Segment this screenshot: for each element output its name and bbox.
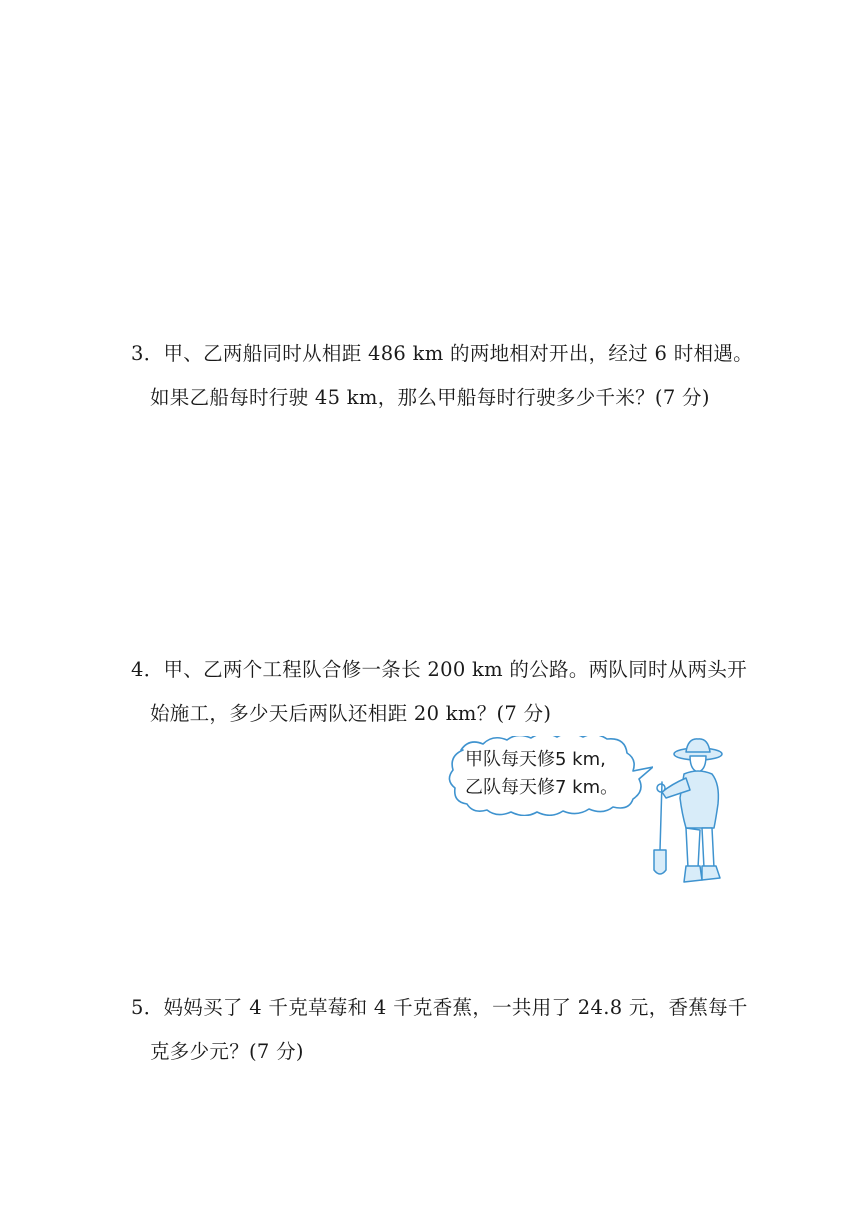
question-4-line-1: 4．甲、乙两个工程队合修一条长 200 km 的公路。两队同时从两头开 [131, 658, 748, 681]
question-3-line-1: 3．甲、乙两船同时从相距 486 km 的两地相对开出，经过 6 时相遇。 [131, 342, 753, 365]
bubble-line-2: 乙队每天修7 km。 [465, 777, 619, 798]
question-5-line-1: 5．妈妈买了 4 千克草莓和 4 千克香蕉，一共用了 24.8 元，香蕉每千 [131, 996, 748, 1019]
bubble-line-1: 甲队每天修5 km, [465, 749, 606, 770]
question-3-line-2: 如果乙船每时行驶 45 km，那么甲船每时行驶多少千米？(7 分) [150, 386, 710, 409]
worker-figure-icon [646, 738, 730, 890]
question-4-line-2: 始施工，多少天后两队还相距 20 km？(7 分) [150, 702, 552, 725]
speech-bubble [443, 736, 653, 816]
question-5-line-2: 克多少元？(7 分) [150, 1040, 304, 1063]
